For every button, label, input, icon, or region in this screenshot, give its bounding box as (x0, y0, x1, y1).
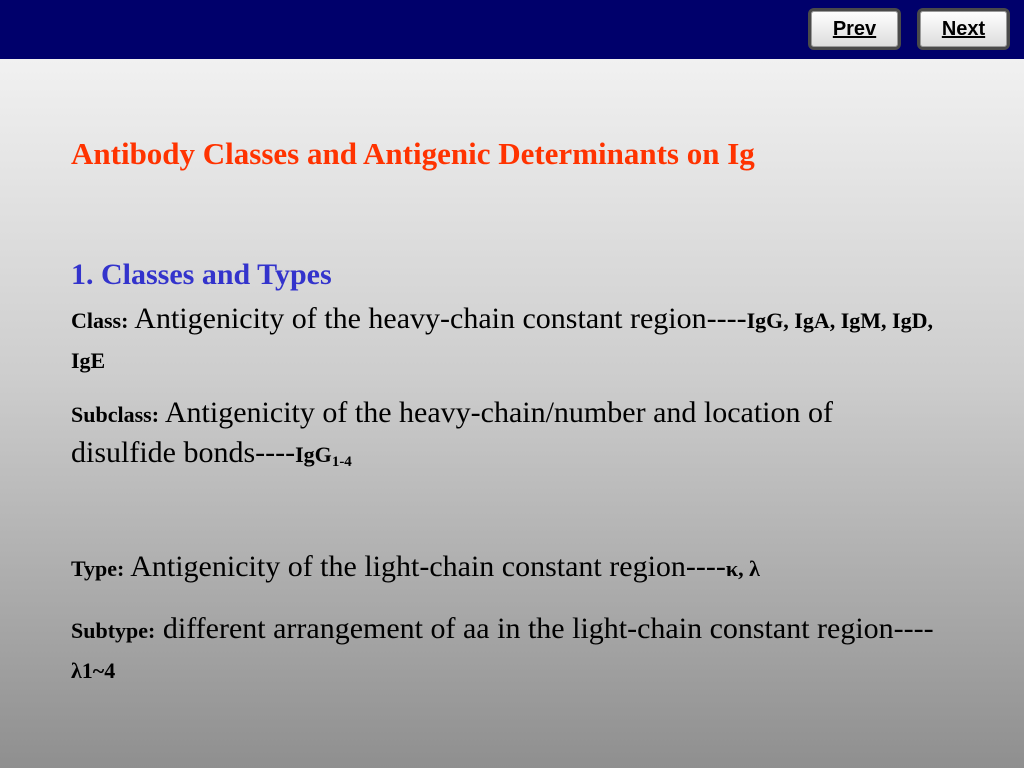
class-examples: IgG, IgA, IgM, IgD, IgE (71, 308, 933, 373)
subclass-example-subscript: 1-4 (331, 454, 352, 470)
type-paragraph (71, 548, 941, 588)
subclass-paragraph (71, 394, 941, 474)
slide-title: Antibody Classes and Antigenic Determinants on Ig (71, 136, 755, 171)
subclass-example: IgG (295, 442, 332, 467)
class-paragraph (71, 300, 941, 380)
top-navigation-bar (0, 0, 1024, 59)
subtype-example: λ1~4 (71, 658, 116, 683)
subtype-paragraph (71, 610, 941, 690)
class-label: Class: (71, 308, 129, 333)
subclass-label: Subclass: (71, 402, 160, 427)
type-examples: κ, λ (725, 556, 760, 581)
type-label: Type: (71, 556, 125, 581)
subclass-description: Antigenicity of the heavy-chain/number and location of disulfide bonds---- (71, 396, 834, 469)
prev-button[interactable]: Prev (808, 8, 901, 50)
subtype-label: Subtype: (71, 618, 156, 643)
type-description: Antigenicity of the light-chain constant region---- (124, 550, 726, 583)
subtype-description: different arrangement of aa in the light-chain constant region---- (155, 612, 934, 645)
section-heading: 1. Classes and Types (71, 258, 332, 291)
class-description: Antigenicity of the heavy-chain constant region---- (128, 302, 747, 335)
next-button[interactable]: Next (917, 8, 1010, 50)
